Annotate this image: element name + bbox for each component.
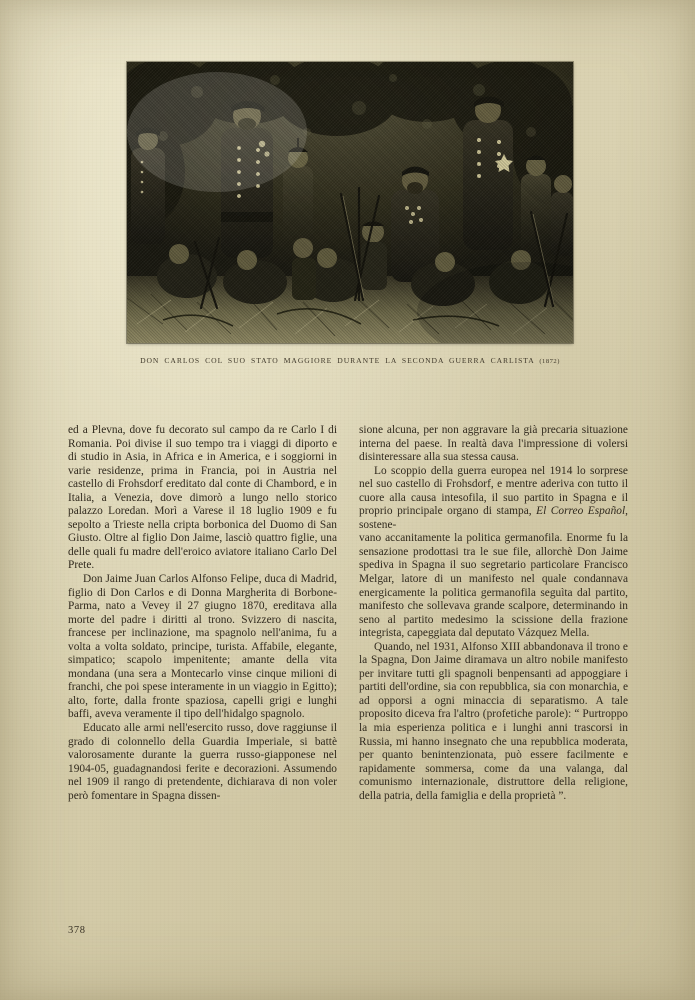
figure-block (127, 62, 573, 365)
newspaper-title-italic: El Correo Español (536, 505, 626, 518)
two-column-text-body (68, 424, 628, 803)
paragraph: sione alcuna, per non aggravare la già precaria situazione interna del paese. In realtà dava l'impressione di volersi disinteressare alla sua stessa causa. (359, 424, 628, 464)
historical-photograph (127, 62, 573, 343)
left-text-column (68, 424, 337, 803)
paragraph: Educato alle armi nell'esercito russo, dove raggiunse il grado di colonnello della Guardia Imperiale, si battè valorosamente durante la guerra russo-giapponese nel 1904-05, guadagnandosi ferite e decorazioni. Assumendo nel 1909 il rango di pretendente, dichiarava di non voler però fomentare in Spagna dissen- (68, 722, 337, 802)
figure-caption (127, 356, 573, 365)
figure-caption-year: (1872) (539, 358, 560, 365)
page-number: 378 (68, 925, 86, 936)
paragraph-tail-text: , sostene- (359, 505, 628, 531)
paragraph-with-italic (359, 465, 628, 533)
paragraph: vano accanitamente la politica germanofila. Enorme fu la sensazione prodottasi tra le sue file, allorchè Don Jaime spediva in Spagna il suo segretario particolare Francisco Melgar, latore di un manifesto nel quale condannava energicamente la politica germanofila seguìta dal partito, manifesto che sollevava grande scalpore, determinando in seno al partito medesimo la scissione della frazione integrista, capeggiata dal deputato Vázquez Mella. (359, 532, 628, 640)
right-text-column (359, 424, 628, 803)
paragraph: Quando, nel 1931, Alfonso XIII abbandonava il trono e la Spagna, Don Jaime diramava un altro nobile manifesto per invitare tutti gli spagnoli benpensanti ad appoggiare i partiti dell'ordine, sia con repubblica, sia con monarchia, e ad opporsi a ogni minaccia di separatismo. A tale proposito diceva fra l'altro (profetiche parole): “ Purtroppo la mia esperienza politica e i lunghi anni trascorsi in Russia, mi hanno insegnato che una repubblica moderata, per quanto benintenzionata, può essere facilmente e rapidamente sommersa, come da una valanga, dal comunismo internazionale, distruttore della religione, della patria, della famiglia e della proprietà ”. (359, 640, 628, 802)
figure-caption-text: DON CARLOS COL SUO STATO MAGGIORE DURANTE LA SECONDA GUERRA CARLISTA (140, 356, 535, 365)
paragraph: ed a Plevna, dove fu decorato sul campo da re Carlo I di Romania. Poi divise il suo tempo tra i viaggi di diporto e di studio in Asia, in Africa e in America, e i soggiorni in varie residenze, prima in Francia, poi in Austria nel castello di Frohsdorf ereditato dal conte di Chambord, e in Italia, a Venezia, dove dimorò a lungo nello storico palazzo Loredan. Morì a Varese il 18 luglio 1909 e fu sepolto a Trieste nella cripta borbonica del Duomo di San Giusto. Oltre al figlio Don Jaime, lasciò quattro figlie, una delle quali fu madre dell'eroico aviatore italiano Carlo Del Prete. (68, 424, 337, 572)
paragraph: Don Jaime Juan Carlos Alfonso Felipe, duca di Madrid, figlio di Don Carlos e di Donna Margherita di Borbone-Parma, nato a Vevey il 27 giugno 1870, ereditava alla morte del padre i diritti al trono. Svizzero di nascita, francese per inclinazione, ma spagnolo nell'anima, fu a volta a volta soldato, principe, turista. Affabile, elegante, simpatico; scapolo impenitente; amante della vita mondana (una sera a Montecarlo vinse cinque milioni di franchi, che poi spese interamente in un viaggio in Egitto); alto, forte, dalla fronte spaziosa, capelli grigi e lunghi baffi, aveva veramente il tipo dell'hidalgo spagnolo. (68, 573, 337, 721)
paragraph-lead-text: Lo scoppio della guerra europea nel 1914 lo sorprese nel suo castello di Frohsdorf, e mentre aderiva con tutto il cuore alla causa intesofila, il suo partito in Spagna e il proprio principale organo di stampa, (359, 464, 628, 518)
